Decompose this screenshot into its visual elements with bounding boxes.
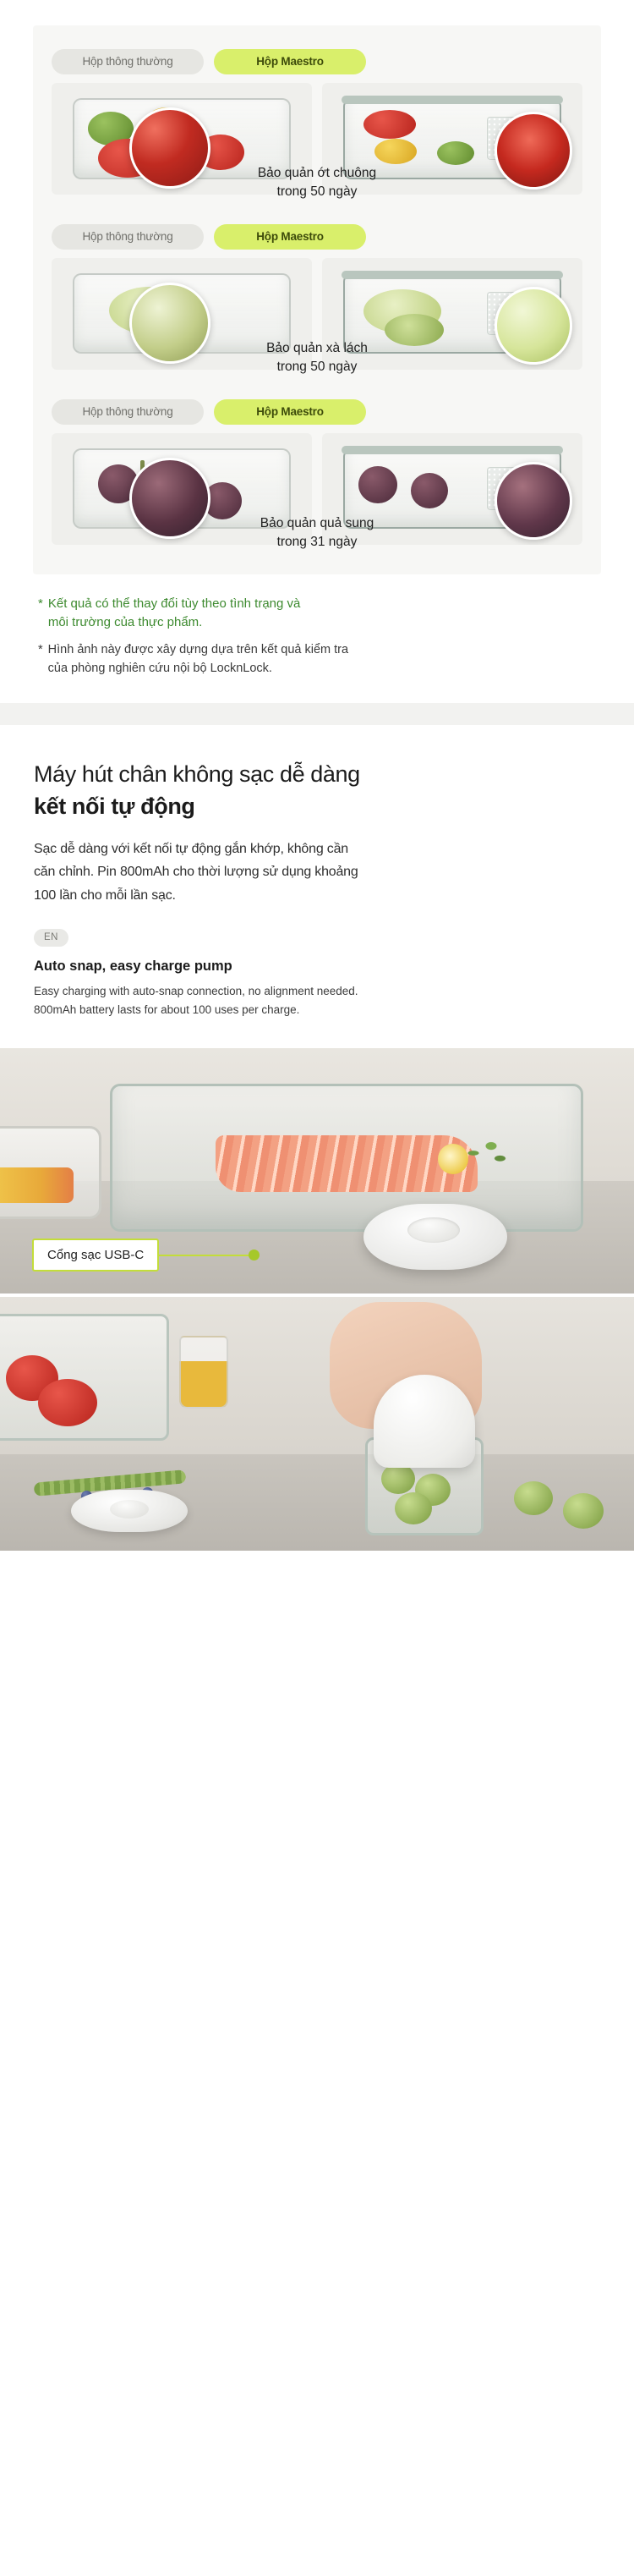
footnote-line-2: môi trường của thực phẩm.	[47, 615, 203, 630]
labels-row	[52, 399, 582, 425]
feature-text-section	[0, 725, 634, 1048]
photo-normal-lettuce	[52, 258, 312, 370]
callout-label: Cổng sạc USB-C	[32, 1239, 159, 1272]
section-divider	[0, 703, 634, 725]
photos-row	[52, 83, 582, 195]
label-normal-box: Hộp thông thường	[52, 224, 204, 250]
footnote-line-1: Hình ảnh này được xây dựng dựa trên kết quả kiểm tra	[47, 642, 349, 656]
feature-body-line-1: Sạc dễ dàng với kết nối tự động gắn khớp, không cần	[34, 841, 348, 856]
zoom-inset-normal	[129, 107, 210, 189]
zoom-inset-normal	[129, 458, 210, 539]
storage-comparison-section	[0, 0, 634, 678]
footnote-star: *	[38, 642, 43, 656]
brussels-sprout	[514, 1481, 553, 1515]
side-bowl	[0, 1126, 101, 1219]
caption-line-1: Bảo quản xà lách	[266, 340, 368, 355]
comparison-block-figs	[52, 399, 582, 552]
footnote-line-2: của phòng nghiên cứu nội bộ LocknLock.	[47, 661, 272, 675]
brussels-sprout	[563, 1493, 604, 1529]
footnote-text	[48, 595, 301, 633]
feature-body-line-2: căn chỉnh. Pin 800mAh cho thời lượng sử dụng khoảng	[34, 865, 358, 880]
footnote-1	[38, 595, 601, 633]
salmon-photo-section	[0, 1048, 634, 1293]
zoom-inset-maestro	[495, 287, 572, 365]
labels-row	[52, 49, 582, 74]
label-maestro-box: Hộp Maestro	[214, 49, 366, 74]
lid-knob	[110, 1500, 149, 1519]
brussels-photo-section	[0, 1297, 634, 1551]
kitchen-scene	[0, 1297, 634, 1551]
photo-normal-figs	[52, 433, 312, 545]
footnote-text	[48, 641, 348, 678]
bowl-food	[0, 1167, 74, 1203]
label-maestro-box: Hộp Maestro	[214, 224, 366, 250]
feature-en-body-line-2: 800mAh battery lasts for about 100 uses per charge.	[34, 1003, 300, 1017]
feature-en-body-line-1: Easy charging with auto-snap connection, no alignment needed.	[34, 985, 358, 998]
label-maestro-box: Hộp Maestro	[214, 399, 366, 425]
caption-line-1: Bảo quản ớt chuông	[257, 166, 377, 180]
caption-line-1: Bảo quản quả sung	[260, 515, 374, 530]
comparison-card	[33, 25, 601, 574]
salmon-scene	[0, 1048, 634, 1293]
feature-en-title: Auto snap, easy charge pump	[34, 958, 232, 975]
photo-normal-peppers	[52, 83, 312, 195]
vegetable-container	[0, 1314, 169, 1441]
pepper-green-blob	[437, 141, 474, 165]
pump-knob	[407, 1217, 460, 1243]
feature-heading	[34, 759, 600, 822]
language-badge-en: EN	[34, 929, 68, 947]
footnote-star: *	[38, 596, 43, 611]
fig-blob	[411, 473, 448, 508]
feature-body	[34, 838, 600, 908]
comparison-block-peppers	[52, 49, 582, 202]
brussels-sprout	[381, 1464, 415, 1494]
pepper-red-blob	[363, 110, 416, 139]
photo-maestro-figs	[322, 433, 582, 545]
label-normal-box: Hộp thông thường	[52, 399, 204, 425]
pepper-red-blob	[38, 1379, 97, 1426]
salmon-container	[110, 1084, 583, 1232]
footnote-2	[38, 641, 601, 678]
callout-line	[159, 1255, 250, 1256]
photo-maestro-peppers	[322, 83, 582, 195]
photo-maestro-lettuce	[322, 258, 582, 370]
label-normal-box: Hộp thông thường	[52, 49, 204, 74]
vacuum-pump-device	[363, 1204, 507, 1270]
footnote-line-1: Kết quả có thể thay đổi tùy theo tình trạng và	[47, 596, 301, 611]
container-lid	[71, 1490, 188, 1532]
oil-jar	[179, 1336, 228, 1409]
footnotes	[33, 595, 601, 678]
labels-row	[52, 224, 582, 250]
feature-body-line-3: 100 lần cho mỗi lần sạc.	[34, 887, 176, 903]
brussels-sprout	[395, 1492, 432, 1524]
comparison-block-lettuce	[52, 224, 582, 377]
caption-line-2: trong 50 ngày	[276, 184, 358, 200]
usb-c-callout	[32, 1239, 260, 1272]
feature-heading-line-1: Máy hút chân không sạc dễ dàng	[34, 761, 360, 788]
feature-en-body	[34, 982, 600, 1019]
lettuce-blob	[385, 314, 444, 346]
dill-herb	[456, 1135, 515, 1171]
callout-dot	[249, 1250, 260, 1261]
caption-line-2: trong 31 ngày	[276, 535, 358, 550]
vacuum-pump-device	[374, 1375, 475, 1468]
photos-row	[52, 258, 582, 370]
zoom-inset-normal	[129, 283, 210, 364]
feature-heading-line-2: kết nối tự động	[34, 793, 195, 819]
zoom-inset-maestro	[495, 112, 572, 189]
zoom-inset-maestro	[495, 462, 572, 540]
pepper-yellow-blob	[374, 139, 417, 164]
caption-line-2: trong 50 ngày	[276, 360, 358, 375]
photos-row	[52, 433, 582, 545]
